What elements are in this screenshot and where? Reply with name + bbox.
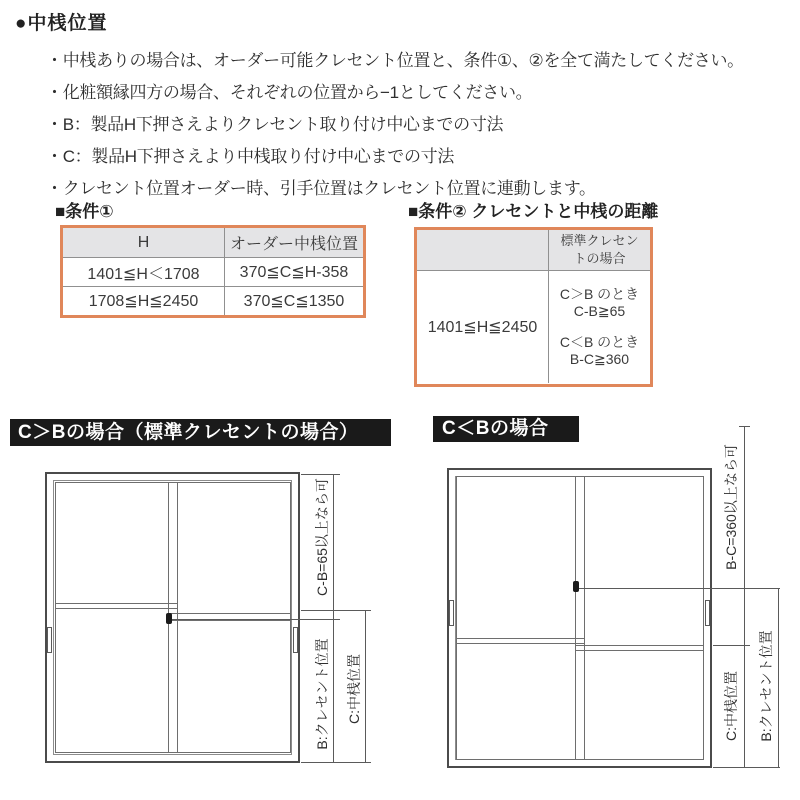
cell-c-range: 370≦C≦1350 bbox=[224, 287, 363, 315]
cell-h-range: 1401≦H≦2450 bbox=[427, 319, 538, 336]
dimension-label-rail-position: C:中桟位置 bbox=[723, 671, 739, 741]
dimension-line bbox=[365, 610, 366, 763]
pull-handle-left bbox=[47, 627, 52, 653]
pull-handle-right bbox=[293, 627, 298, 653]
header-cell-empty bbox=[417, 230, 548, 270]
dimension-label-crescent-position: B:クレセント位置 bbox=[314, 638, 330, 750]
header-cell-h: H bbox=[137, 233, 150, 251]
condition2-table bbox=[414, 227, 653, 387]
pull-handle-left bbox=[449, 600, 454, 626]
rule-case1-formula: C-B≧65 bbox=[573, 303, 626, 319]
table-row bbox=[63, 257, 363, 286]
table-row bbox=[63, 286, 363, 315]
cell-h-range: 1708≦H≦2450 bbox=[88, 293, 199, 310]
sash-left-panel bbox=[55, 482, 178, 753]
table-header-row bbox=[417, 230, 650, 271]
header-cell-order-rail-position: オーダー中桟位置 bbox=[224, 228, 363, 257]
note-line: ・化粧額縁四方の場合、それぞれの位置から−1としてください。 bbox=[46, 83, 533, 102]
rule-case1-condition: C＞B のとき bbox=[559, 286, 640, 302]
dimension-tick-crescent-level bbox=[172, 619, 340, 620]
sash-left-panel bbox=[456, 476, 585, 760]
note-line: ・中桟ありの場合は、オーダー可能クレセント位置と、条件①、②を全て満たしてください。 bbox=[46, 51, 744, 70]
dimension-label-gap: C-B=65以上なら可 bbox=[314, 478, 330, 596]
window-diagram-right bbox=[447, 468, 712, 768]
table-body-row bbox=[417, 271, 650, 383]
diagram-right-title-bar: C＜Bの場合 bbox=[433, 416, 579, 442]
dimension-tick-bottom bbox=[713, 767, 780, 768]
rule-case2-formula: B-C≧360 bbox=[569, 351, 630, 367]
middle-rail-left-panel bbox=[457, 638, 584, 644]
dimension-line bbox=[778, 588, 779, 767]
cell-h-range: 1401≦H＜1708 bbox=[87, 265, 200, 283]
note-line: ・クレセント位置オーダー時、引手位置はクレセント位置に連動します。 bbox=[46, 179, 596, 198]
dimension-line bbox=[744, 426, 745, 767]
dimension-label-crescent-position: B:クレセント位置 bbox=[758, 630, 774, 742]
middle-rail-left-panel bbox=[56, 603, 177, 609]
dimension-tick-crescent-level bbox=[579, 588, 780, 589]
condition1-table bbox=[60, 225, 366, 318]
header-cell-standard-crescent: 標準クレセントの場合 bbox=[548, 230, 650, 270]
rule-case2-condition: C＜B のとき bbox=[559, 334, 640, 350]
table-header-row bbox=[63, 228, 363, 257]
middle-rail-right-panel bbox=[576, 645, 703, 651]
pull-handle-right bbox=[705, 600, 710, 626]
note-line: ・B：製品H下押さえよりクレセント取り付け中心までの寸法 bbox=[46, 115, 504, 134]
crescent-lock bbox=[573, 581, 579, 592]
cell-c-range: 370≦C≦H-358 bbox=[224, 258, 363, 286]
diagram-left-title-bar: C＞Bの場合（標準クレセントの場合） bbox=[10, 419, 391, 446]
condition1-heading: ■条件① bbox=[55, 202, 114, 221]
dimension-label-rail-position: C:中桟位置 bbox=[346, 654, 362, 724]
sash-right-panel bbox=[575, 476, 704, 760]
page-title: ●中桟位置 bbox=[15, 13, 108, 34]
note-line: ・C：製品H下押さえより中桟取り付け中心までの寸法 bbox=[46, 147, 455, 166]
dimension-label-gap: B-C=360以上なら可 bbox=[723, 444, 739, 570]
window-diagram-left bbox=[45, 472, 300, 763]
condition2-heading: ■条件② クレセントと中桟の距離 bbox=[408, 202, 659, 221]
cell-crescent-rules bbox=[548, 271, 650, 383]
dimension-tick-rail-level bbox=[713, 645, 750, 646]
